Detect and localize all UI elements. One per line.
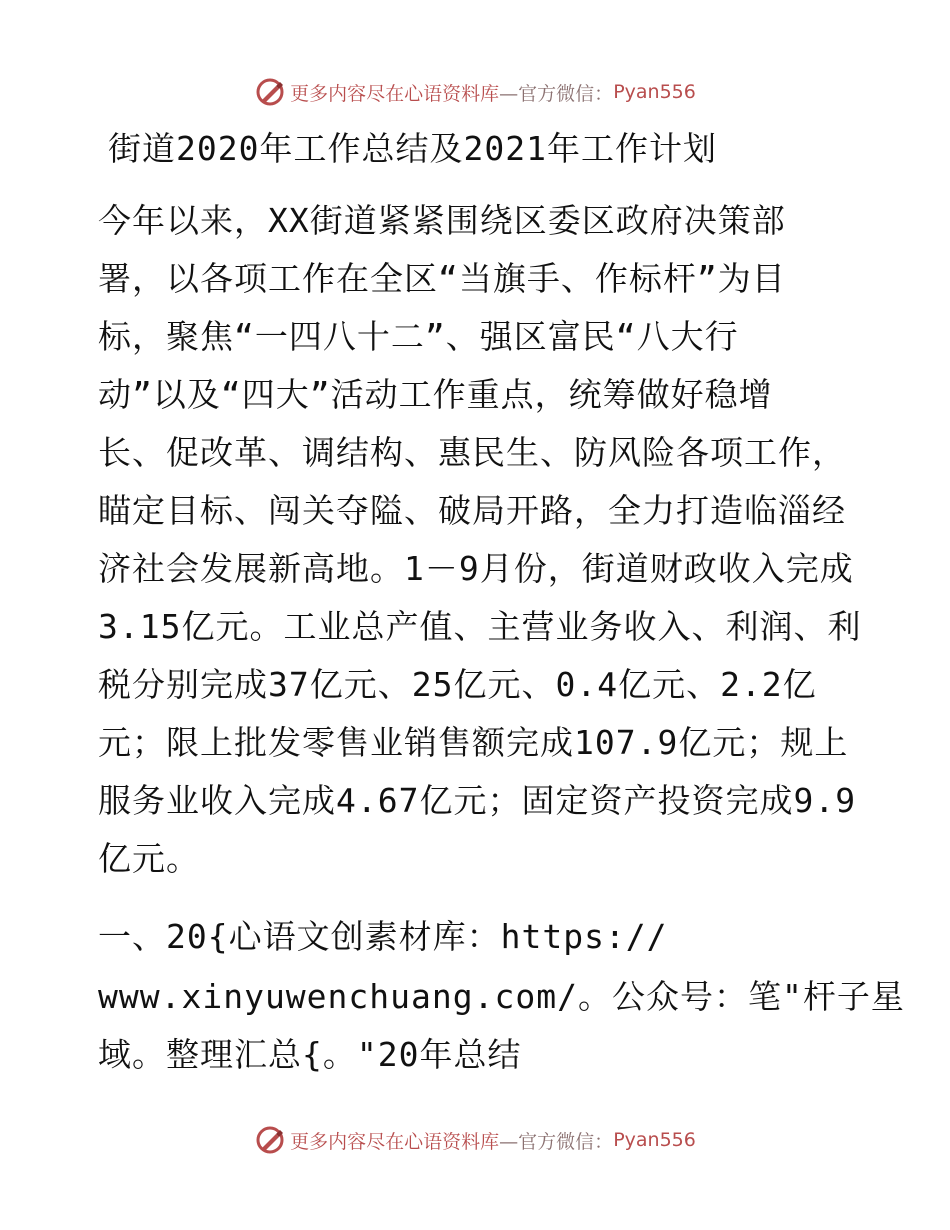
paragraph-line: 署，以各项工作在全区“当旗手、作标杆”为目 bbox=[98, 259, 786, 298]
document-title: 街道2020年工作总结及2021年工作计划 bbox=[108, 129, 717, 168]
paragraph-line: 域。整理汇总{。"20年总结 bbox=[98, 1035, 522, 1074]
paragraph-line: 动”以及“四大”活动工作重点，统筹做好稳增 bbox=[98, 375, 773, 414]
pen-logo-icon bbox=[254, 76, 286, 108]
banner-wechat-label: —官方微信： bbox=[499, 1130, 614, 1153]
banner-wechat-label: —官方微信： bbox=[499, 82, 614, 105]
banner-brand-text: 更多内容尽在心语资料库 bbox=[290, 1130, 500, 1153]
paragraph-line: 一、20{心语文创素材库：https:// bbox=[98, 917, 668, 956]
paragraph-line: 服务业收入完成4.67亿元；固定资产投资完成9.9 bbox=[98, 781, 857, 820]
paragraph-line: 长、促改革、调结构、惠民生、防风险各项工作， bbox=[98, 433, 846, 472]
footer-banner bbox=[0, 1120, 950, 1160]
paragraph-line: 税分别完成37亿元、25亿元、0.4亿元、2.2亿 bbox=[98, 665, 817, 704]
pen-logo-icon bbox=[254, 1124, 286, 1156]
paragraph-line: www.xinyuwenchuang.com/。公众号：笔"杆子星 bbox=[98, 977, 905, 1016]
paragraph-line: 今年以来，XX街道紧紧围绕区委区政府决策部 bbox=[98, 201, 786, 240]
banner-wechat-id: Pyan556 bbox=[613, 1129, 696, 1151]
header-banner bbox=[0, 72, 950, 112]
banner-wechat-id: Pyan556 bbox=[613, 81, 696, 103]
paragraph-line: 瞄定目标、闯关夺隘、破局开路，全力打造临淄经 bbox=[98, 491, 846, 530]
paragraph-line: 标，聚焦“一四八十二”、强区富民“八大行 bbox=[98, 317, 739, 356]
paragraph-line: 济社会发展新高地。1－9月份，街道财政收入完成 bbox=[98, 549, 854, 588]
banner-brand-text: 更多内容尽在心语资料库 bbox=[290, 82, 500, 105]
paragraph-line: 亿元。 bbox=[98, 839, 200, 878]
paragraph-line: 元；限上批发零售业销售额完成107.9亿元；规上 bbox=[98, 723, 849, 762]
paragraph-line: 3.15亿元。工业总产值、主营业务收入、利润、利 bbox=[98, 607, 862, 646]
